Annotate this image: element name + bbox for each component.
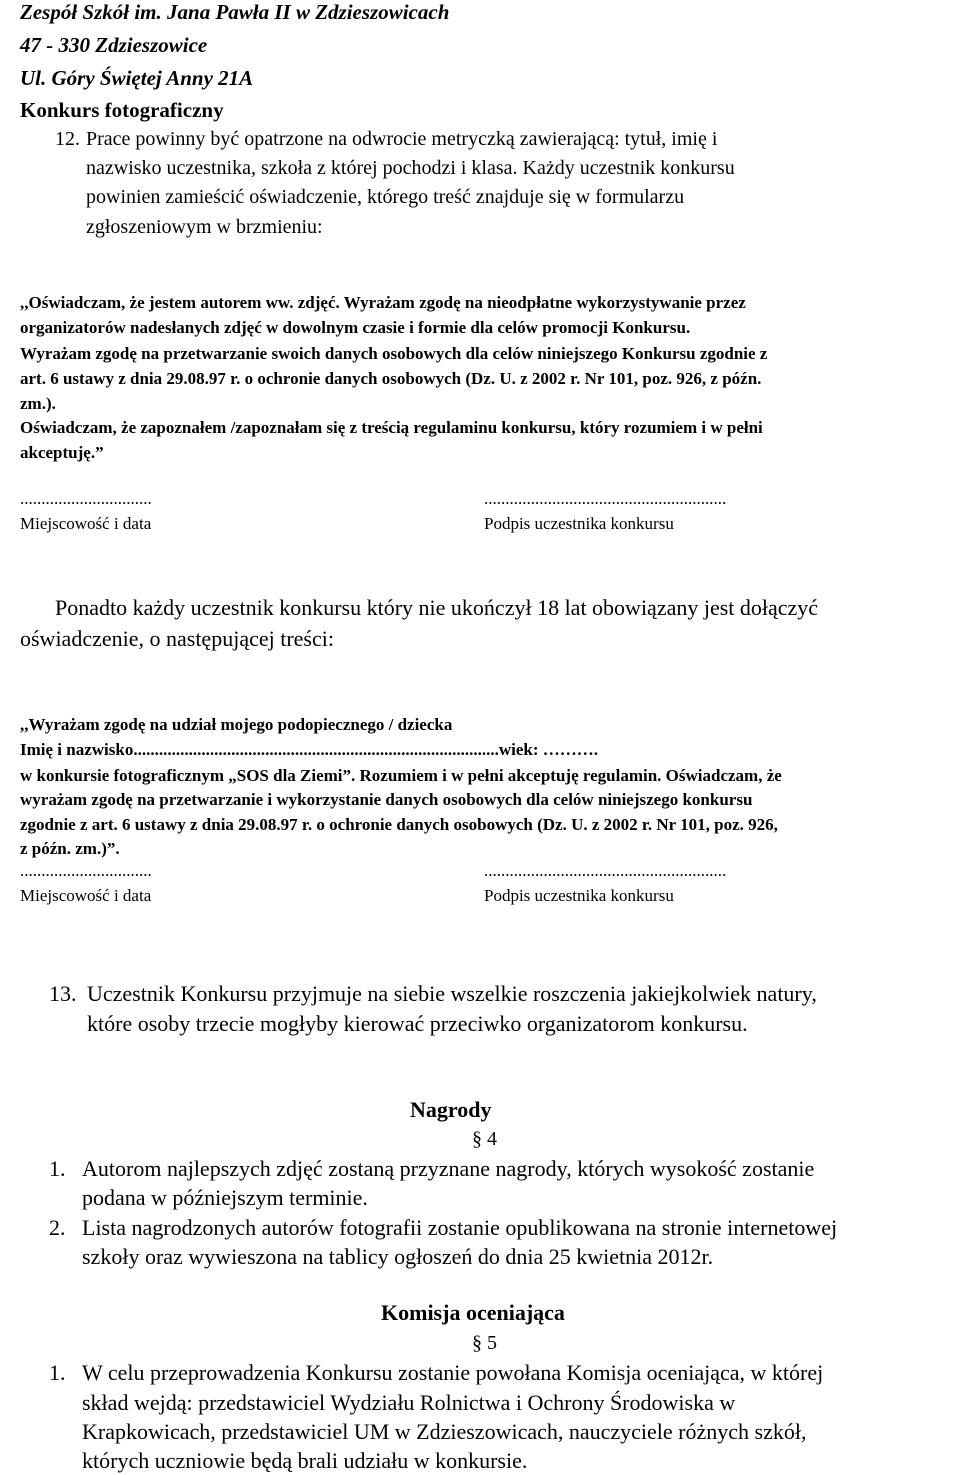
point-13-line: Uczestnik Konkursu przyjmuje na siebie wszelkie roszczenia jakiejkolwiek natury, [87, 981, 817, 1006]
school-postal: 47 - 330 Zdzieszowice [20, 33, 208, 57]
declaration-line: wyrażam zgodę na przetwarzanie i wykorzystanie danych osobowych dla celów niniejszego konkursu [20, 790, 753, 809]
point-12-line: nazwisko uczestnika, szkoła z której pochodzi i klasa. Każdy uczestnik konkursu [86, 157, 735, 179]
signature-dots: ......................................................... [484, 861, 727, 880]
place-date-dots: ............................... [20, 861, 152, 880]
minor-intro-line: oświadczenie, o następującej treści: [20, 626, 334, 651]
list-item-line: Krapkowicach, przedstawiciel UM w Zdzieszowicach, nauczyciele różnych szkół, [82, 1419, 807, 1444]
declaration-line: Wyrażam zgodę na przetwarzanie swoich danych osobowych dla celów niniejszego Konkursu zgodnie z [20, 344, 768, 363]
point-13-number: 13. [49, 981, 77, 1006]
list-item-number: 2. [49, 1215, 66, 1240]
declaration-line: zm.). [20, 394, 56, 413]
minor-intro-line: Ponadto każdy uczestnik konkursu który nie ukończył 18 lat obowiązany jest dołączyć [55, 595, 819, 620]
place-date-label: Miejscowość i data [20, 886, 152, 905]
list-item-line: których uczniowie będą brali udziału w konkursie. [82, 1448, 528, 1473]
declaration-line: akceptuję.” [20, 443, 104, 462]
declaration-line: zgodnie z art. 6 ustawy z dnia 29.08.97 r. o ochronie danych osobowych (Dz. U. z 2002 r. Nr 101, poz. 926, [20, 815, 778, 834]
contest-name: Konkurs fotograficzny [20, 98, 224, 122]
section-paragraph: § 5 [472, 1332, 497, 1354]
declaration-line: w konkursie fotograficznym „SOS dla Ziemi”. Rozumiem i w pełni akceptuję regulamin. Oświadczam, że [20, 766, 782, 785]
list-item-number: 1. [49, 1360, 66, 1385]
list-item-line: W celu przeprowadzenia Konkursu zostanie powołana Komisja oceniająca, w której [82, 1360, 824, 1385]
list-item-line: szkoły oraz wywieszona na tablicy ogłoszeń do dnia 25 kwietnia 2012r. [82, 1244, 714, 1269]
declaration-line: Oświadczam, że zapoznałem /zapoznałam się z treścią regulaminu konkursu, który rozumiem i w pełni [20, 418, 763, 437]
declaration-line: ,,Oświadczam, że jestem autorem ww. zdjęć. Wyrażam zgodę na nieodpłatne wykorzystywanie przez [20, 293, 746, 312]
declaration-line: art. 6 ustawy z dnia 29.08.97 r. o ochronie danych osobowych (Dz. U. z 2002 r. Nr 101, poz. 926, z późn. [20, 369, 762, 388]
section-paragraph: § 4 [472, 1128, 497, 1150]
place-date-label: Miejscowość i data [20, 514, 152, 533]
point-13-line: które osoby trzecie mogłyby kierować przeciwko organizatorom konkursu. [87, 1011, 748, 1036]
declaration-line: ,,Wyrażam zgodę na udział mojego podopiecznego / dziecka [20, 715, 453, 734]
point-12-line: zgłoszeniowym w brzmieniu: [86, 216, 323, 238]
declaration-line: Imię i nazwisko......................................................................................wiek: ………. [20, 740, 598, 759]
section-title: Komisja oceniająca [381, 1300, 565, 1325]
list-item-line: skład wejdą: przedstawiciel Wydziału Rolnictwa i Ochrony Środowiska w [82, 1390, 736, 1415]
list-item-line: podana w późniejszym terminie. [82, 1185, 368, 1210]
signature-label: Podpis uczestnika konkursu [484, 514, 674, 533]
school-name: Zespół Szkół im. Jana Pawła II w Zdzieszowicach [20, 0, 450, 24]
list-item-line: Autorom najlepszych zdjęć zostaną przyznane nagrody, których wysokość zostanie [82, 1156, 815, 1181]
point-12-line: Prace powinny być opatrzone na odwrocie metryczką zawierającą: tytuł, imię i [86, 128, 718, 150]
declaration-line: organizatorów nadesłanych zdjęć w dowolnym czasie i formie dla celów promocji Konkursu. [20, 318, 691, 337]
school-street: Ul. Góry Świętej Anny 21A [20, 66, 254, 90]
place-date-dots: ............................... [20, 489, 152, 508]
signature-label: Podpis uczestnika konkursu [484, 886, 674, 905]
point-12-line: powinien zamieścić oświadczenie, którego treść znajduje się w formularzu [86, 186, 685, 208]
section-title: Nagrody [410, 1097, 492, 1122]
list-item-line: Lista nagrodzonych autorów fotografii zostanie opublikowana na stronie internetowej [82, 1215, 838, 1240]
signature-dots: ......................................................... [484, 489, 727, 508]
point-12-number: 12. [55, 128, 80, 150]
list-item-number: 1. [49, 1156, 66, 1181]
declaration-line: z późn. zm.)”. [20, 839, 120, 858]
